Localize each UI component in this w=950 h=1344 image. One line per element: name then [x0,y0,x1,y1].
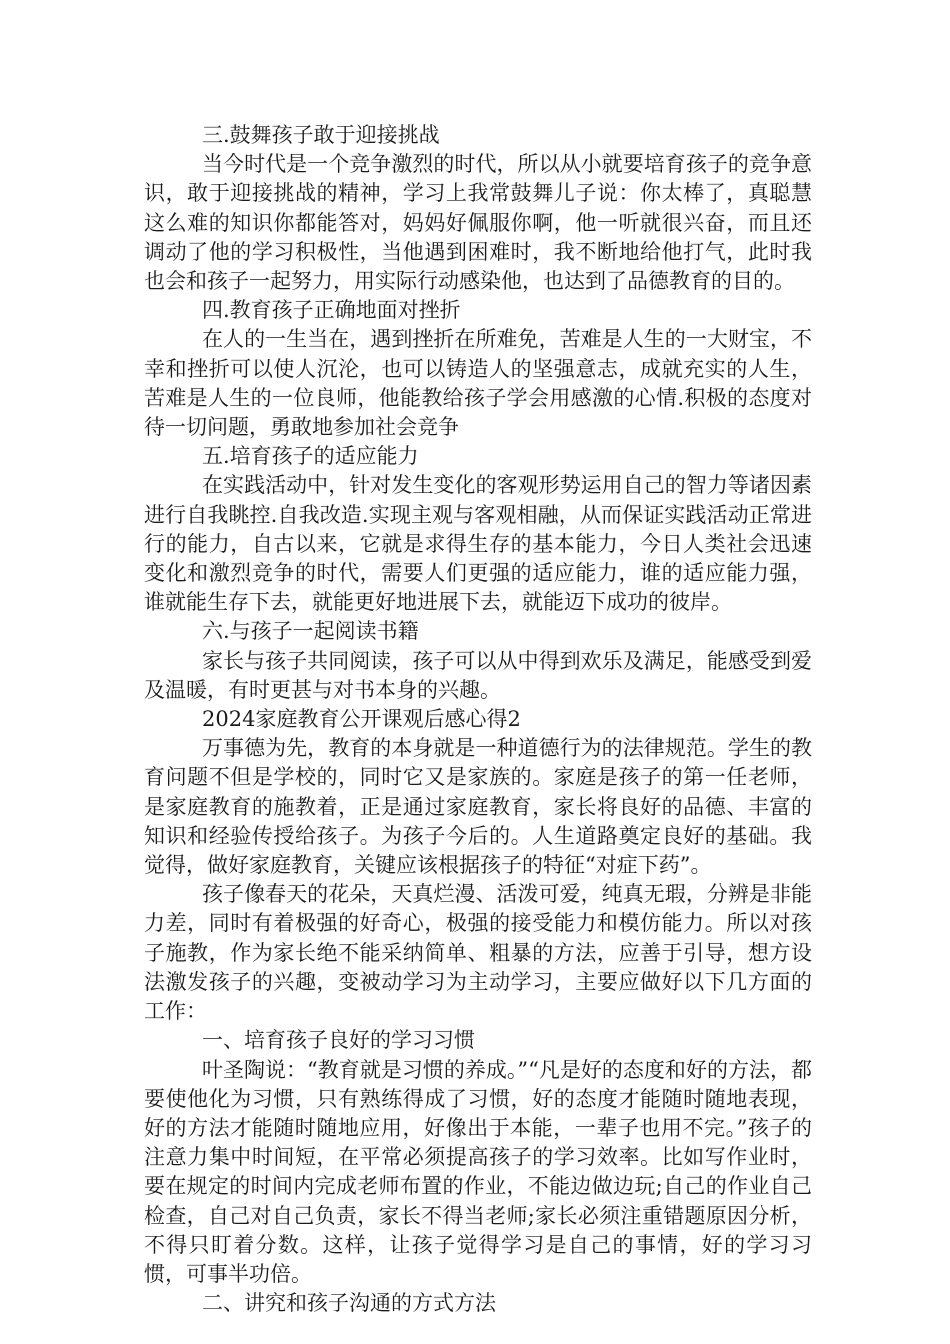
body-paragraph: 万事德为先，教育的本身就是一种道德行为的法律规范。学生的教育问题不但是学校的，同时它又是家族的。家庭是孩子的第一任老师，是家庭教育的施教着，正是通过家庭教育，家长将良好的品德、丰富的知识和经验传授给孩子。为孩子今后的。人生道路奠定良好的基础。我觉得，做好家庭教育，关键应该根据孩子的特征“对症下药”。 [144,736,812,878]
section-heading-face-setbacks: 四.教育孩子正确地面对挫折 [202,298,461,323]
document-body [144,121,812,1318]
body-paragraph: 孩子像春天的花朵，天真烂漫、活泼可爱，纯真无瑕，分辨是非能力差，同时有着极强的好奇心，极强的接受能力和模仿能力。所以对孩子施教，作为家长绝不能采纳简单、粗暴的方法，应善于引导，想方设法激发孩子的兴趣，变被动学习为主动学习，主要应做好以下几方面的工作： [144,882,812,1024]
body-paragraph: 叶圣陶说：“教育就是习惯的养成。”“凡是好的态度和好的方法，都要使他化为习惯，只有熟练得成了习惯，好的态度才能随时随地表现，好的方法才能随时随地应用，好像出于本能，一辈子也用不完。”孩子的注意力集中时间短，在平常必须提高孩子的学习效率。比如写作业时，要在规定的时间内完成老师布置的作业，不能边做边玩;自己的作业自己检查，自己对自己负责，家长不得当老师;家长必须注重错题原因分析，不得只盯着分数。这样，让孩子觉得学习是自己的事情，好的学习习惯，可事半功倍。 [144,1057,812,1286]
body-paragraph: 在实践活动中，针对发生变化的客观形势运用自己的智力等诸因素进行自我眺控.自我改造.实现主观与客观相融，从而保证实践活动正常进行的能力，自古以来，它就是求得生存的基本能力，今日人类社会迅速变化和激烈竞争的时代，需要人们更强的适应能力，谁的适应能力强，谁就能生存下去，就能更好地进展下去，就能迈下成功的彼岸。 [144,473,812,615]
section-heading-adaptability: 五.培育孩子的适应能力 [202,444,419,469]
body-paragraph: 家长与孩子共同阅读，孩子可以从中得到欢乐及满足，能感受到爱及温暖，有时更甚与对书本身的兴趣。 [144,648,812,702]
article-title: 2024家庭教育公开课观后感心得2 [202,707,521,732]
section-heading-communication: 二、讲究和孩子沟通的方式方法 [202,1291,496,1316]
section-heading-reading-together: 六.与孩子一起阅读书籍 [202,619,419,644]
body-paragraph: 在人的一生当在，遇到挫折在所难免，苦难是人生的一大财宝，不幸和挫折可以使人沉沦，也可以铸造人的坚强意志，成就充实的人生，苦难是人生的一位良师，他能教给孩子学会用感激的心情.积极的态度对待一切问题，勇敢地参加社会竞争 [144,327,812,440]
section-heading-encourage-challenge: 三.鼓舞孩子敢于迎接挑战 [202,123,440,147]
section-heading-study-habits: 一、培育孩子良好的学习习惯 [202,1028,475,1053]
body-paragraph: 当今时代是一个竞争激烈的时代，所以从小就要培育孩子的竞争意识，敢于迎接挑战的精神，学习上我常鼓舞儿子说：你太棒了，真聪慧这么难的知识你都能答对，妈妈好佩服你啊，他一听就很兴奋，而且还调动了他的学习积极性，当他遇到困难时，我不断地给他打气，此时我也会和孩子一起努力，用实际行动感染他，也达到了品德教育的目的。 [144,152,812,294]
